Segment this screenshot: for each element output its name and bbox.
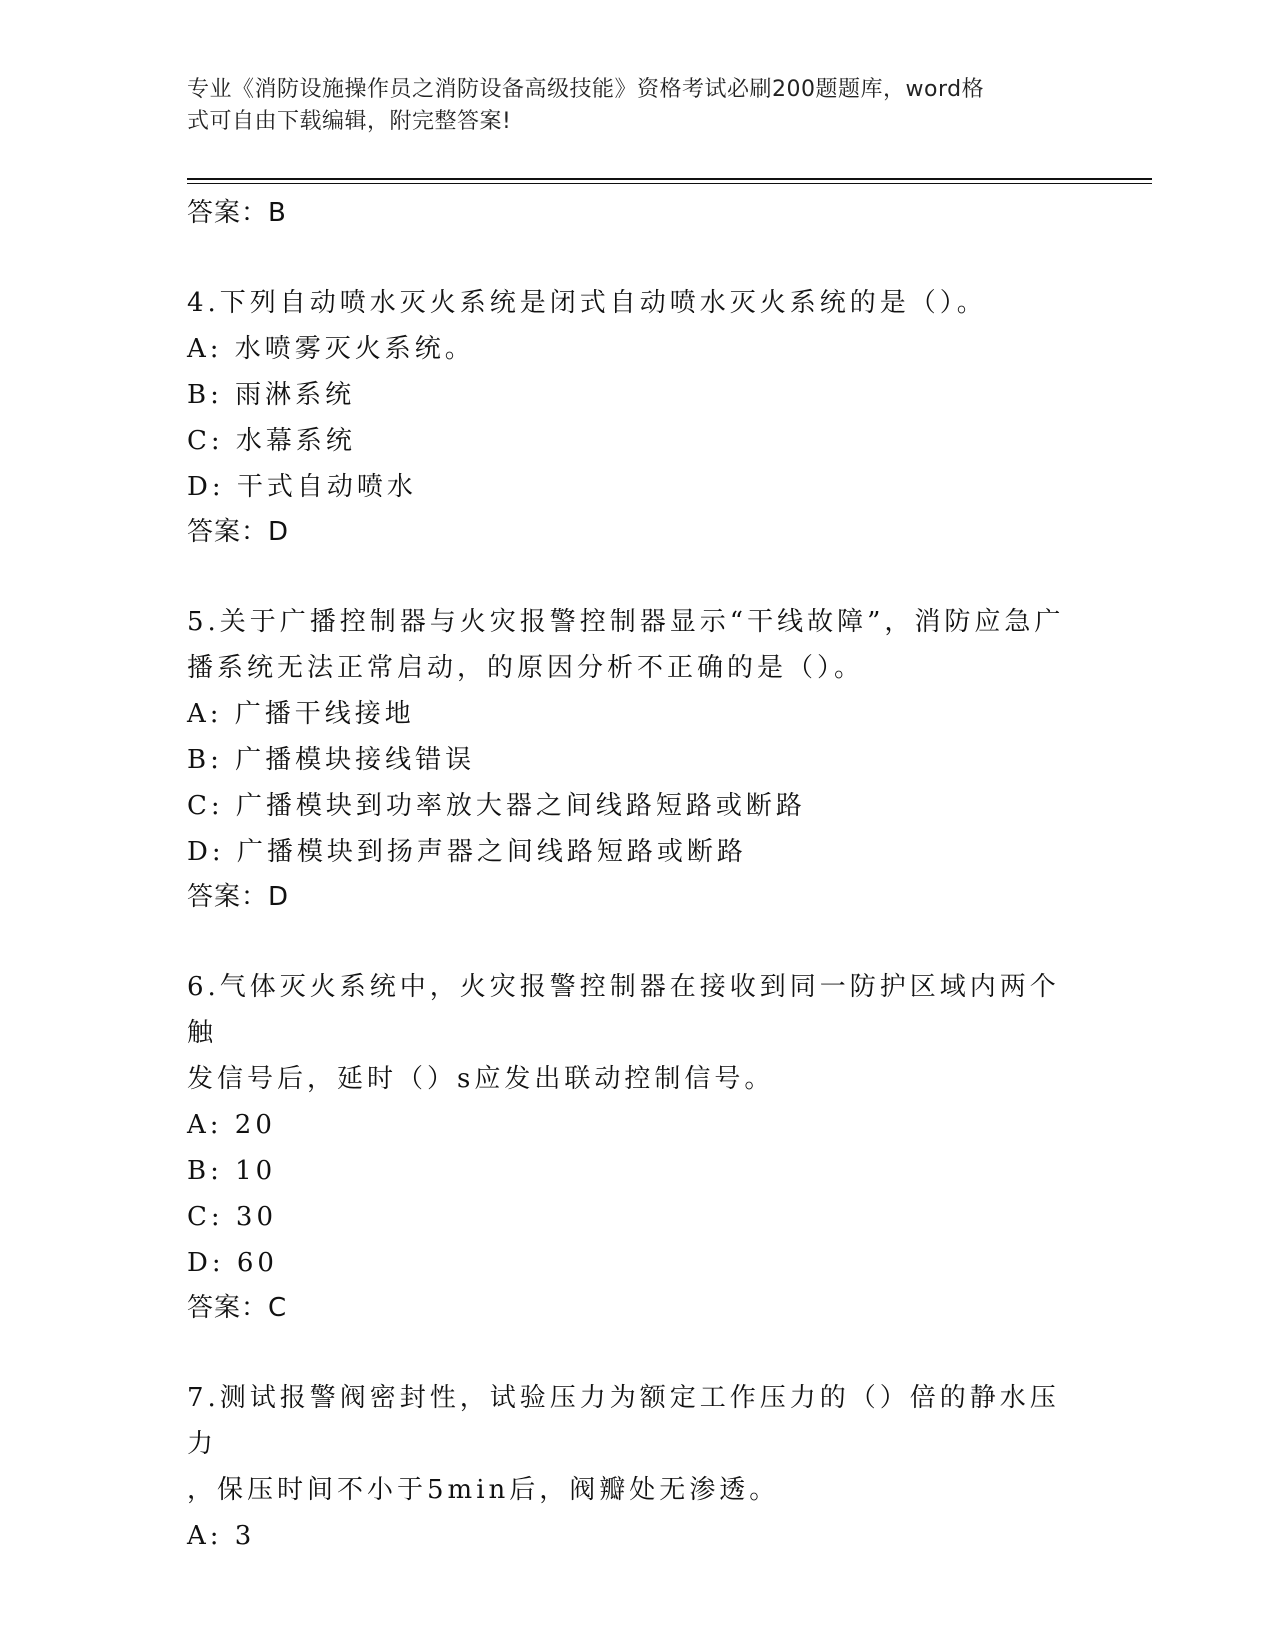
option-a: A: 20 bbox=[187, 1110, 276, 1140]
header-line-1: 专业《消防设施操作员之消防设备高级技能》资格考试必刷200题题库，word格 bbox=[187, 77, 985, 102]
option-d: D: 干式自动喷水 bbox=[187, 472, 417, 502]
option-a: A: 广播干线接地 bbox=[187, 699, 415, 729]
answer-label: 答案：D bbox=[187, 517, 290, 547]
option-b: B: 10 bbox=[187, 1156, 277, 1186]
option-c: C: 30 bbox=[187, 1202, 278, 1232]
header-line-2: 式可自由下载编辑，附完整答案! bbox=[187, 109, 512, 134]
question-text: 5.关于广播控制器与火灾报警控制器显示“干线故障”，消防应急广 bbox=[187, 607, 1065, 637]
answer-label: 答案：D bbox=[187, 882, 290, 912]
option-b: B: 雨淋系统 bbox=[187, 380, 356, 410]
option-c: C: 水幕系统 bbox=[187, 426, 356, 456]
option-b: B: 广播模块接线错误 bbox=[187, 745, 476, 775]
question-6 bbox=[187, 964, 1067, 1330]
question-text: 7.测试报警阀密封性，试验压力为额定工作压力的（）倍的静水压力 bbox=[187, 1383, 1060, 1459]
option-c: C: 广播模块到功率放大器之间线路短路或断路 bbox=[187, 791, 806, 821]
question-text-continued: ，保压时间不小于5min后，阀瓣处无渗透。 bbox=[187, 1475, 780, 1505]
question-7 bbox=[187, 1375, 1067, 1559]
question-5 bbox=[187, 599, 1067, 919]
option-d: D: 广播模块到扬声器之间线路短路或断路 bbox=[187, 837, 747, 867]
option-a: A: 水喷雾灭火系统。 bbox=[187, 334, 475, 364]
document-header bbox=[187, 74, 1067, 138]
question-text-continued: 播系统无法正常启动，的原因分析不正确的是（）。 bbox=[187, 653, 865, 683]
header-rule-thin bbox=[187, 183, 1152, 184]
header-rule-thick bbox=[187, 178, 1152, 180]
question-text: 4.下列自动喷水灭火系统是闭式自动喷水灭火系统的是（）。 bbox=[187, 288, 987, 318]
question-text-continued: 发信号后，延时（）s应发出联动控制信号。 bbox=[187, 1064, 775, 1094]
option-a: A: 3 bbox=[187, 1521, 256, 1551]
question-4 bbox=[187, 280, 1067, 554]
question-text: 6.气体灭火系统中，火灾报警控制器在接收到同一防护区域内两个触 bbox=[187, 972, 1060, 1048]
answer-label: 答案：B bbox=[187, 198, 287, 228]
answer-label: 答案：C bbox=[187, 1293, 288, 1323]
option-d: D: 60 bbox=[187, 1248, 278, 1278]
question-list bbox=[187, 191, 1067, 1559]
